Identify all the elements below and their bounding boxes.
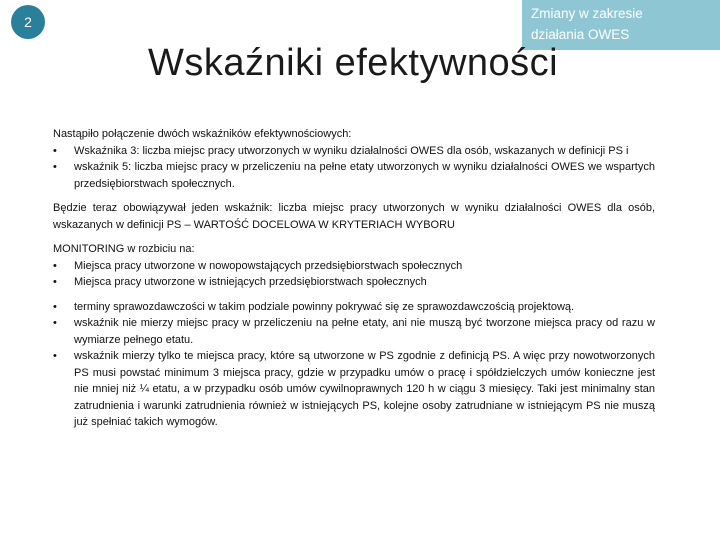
- bullet-icon: •: [53, 317, 57, 329]
- section-label-line-1: Zmiany w zakresie: [531, 6, 643, 21]
- monitoring-heading: MONITORING w rozbiciu na:: [53, 243, 195, 255]
- bullet-icon: •: [53, 144, 57, 157]
- bullet-icon: •: [53, 350, 57, 362]
- combined-indicator-text: Będzie teraz obowiązywał jeden wskaźnik: liczba miejsc pracy utworzonych w wyniku działalności OWES dla osób, wskazanych w definicji PS – WARTOŚĆ DOCELOWA W KRYTERIACH WYBORU: [53, 202, 655, 231]
- list-item-text: wskaźnik mierzy tylko te miejsca pracy, które są utworzone w PS zgodnie z definicją PS. A więc przy nowotworzonych PS musi powstać minimum 3 miejsca pracy, gdzie w przypadku umów o pracę i spółdzielczych umów konieczne jest nie mniej niż ¼ etatu, a w przypadku osób umów cywilnoprawnych 120 h w ciągu 3 miesięcy. Taki jest minimalny stan zatrudnienia i warunki zatrudnienia również w istniejących PS, kolejne osoby zatrudniane w istniejącym PS nie muszą już spełniać takich wymogów.: [74, 350, 655, 428]
- list-item: [53, 274, 655, 291]
- bullet-icon: •: [53, 276, 57, 288]
- list-item: [53, 143, 655, 160]
- content-body: [53, 126, 655, 431]
- list-item-text: terminy sprawozdawczości w takim podziale powinny pokrywać się ze sprawozdawczością projektową.: [74, 300, 575, 313]
- page-title: Wskaźniki efektywności: [148, 42, 559, 84]
- bullet-icon: •: [53, 300, 57, 313]
- list-item-text: wskaźnik nie mierzy miejsc pracy w przeliczeniu na pełne etaty, ani nie muszą być tworzone miejsca pracy od razu w wymiarze pełnego etatu.: [74, 317, 655, 346]
- bullet-icon: •: [53, 259, 57, 272]
- list-item: [53, 258, 655, 275]
- intro-list: [53, 143, 655, 193]
- list-item-text: Miejsca pracy utworzone w nowopowstających przedsiębiorstwach społecznych: [74, 259, 463, 272]
- list-item-text: wskaźnik 5: liczba miejsc pracy w przeliczeniu na pełne etaty utworzonych w wyniku działalności OWES we wspartych przedsiębiorstwach społecznych.: [74, 161, 655, 190]
- list-item: [53, 159, 655, 192]
- intro-text: Nastąpiło połączenie dwóch wskaźników efektywnościowych:: [53, 128, 352, 140]
- notes-list: [53, 299, 655, 431]
- monitoring-list: [53, 258, 655, 291]
- list-item-text: Miejsca pracy utworzone w istniejących przedsiębiorstwach społecznych: [74, 276, 427, 288]
- list-item-text: Wskaźnika 3: liczba miejsc pracy utworzonych w wyniku działalności OWES dla osób, wskazanych w definicji PS i: [74, 144, 629, 157]
- list-item: [53, 299, 655, 316]
- list-item: [53, 315, 655, 348]
- bullet-icon: •: [53, 161, 57, 173]
- list-item: [53, 348, 655, 431]
- slide-number-badge: [11, 5, 45, 39]
- section-label-line-2: działania OWES: [531, 27, 630, 42]
- slide-number: 2: [24, 14, 32, 30]
